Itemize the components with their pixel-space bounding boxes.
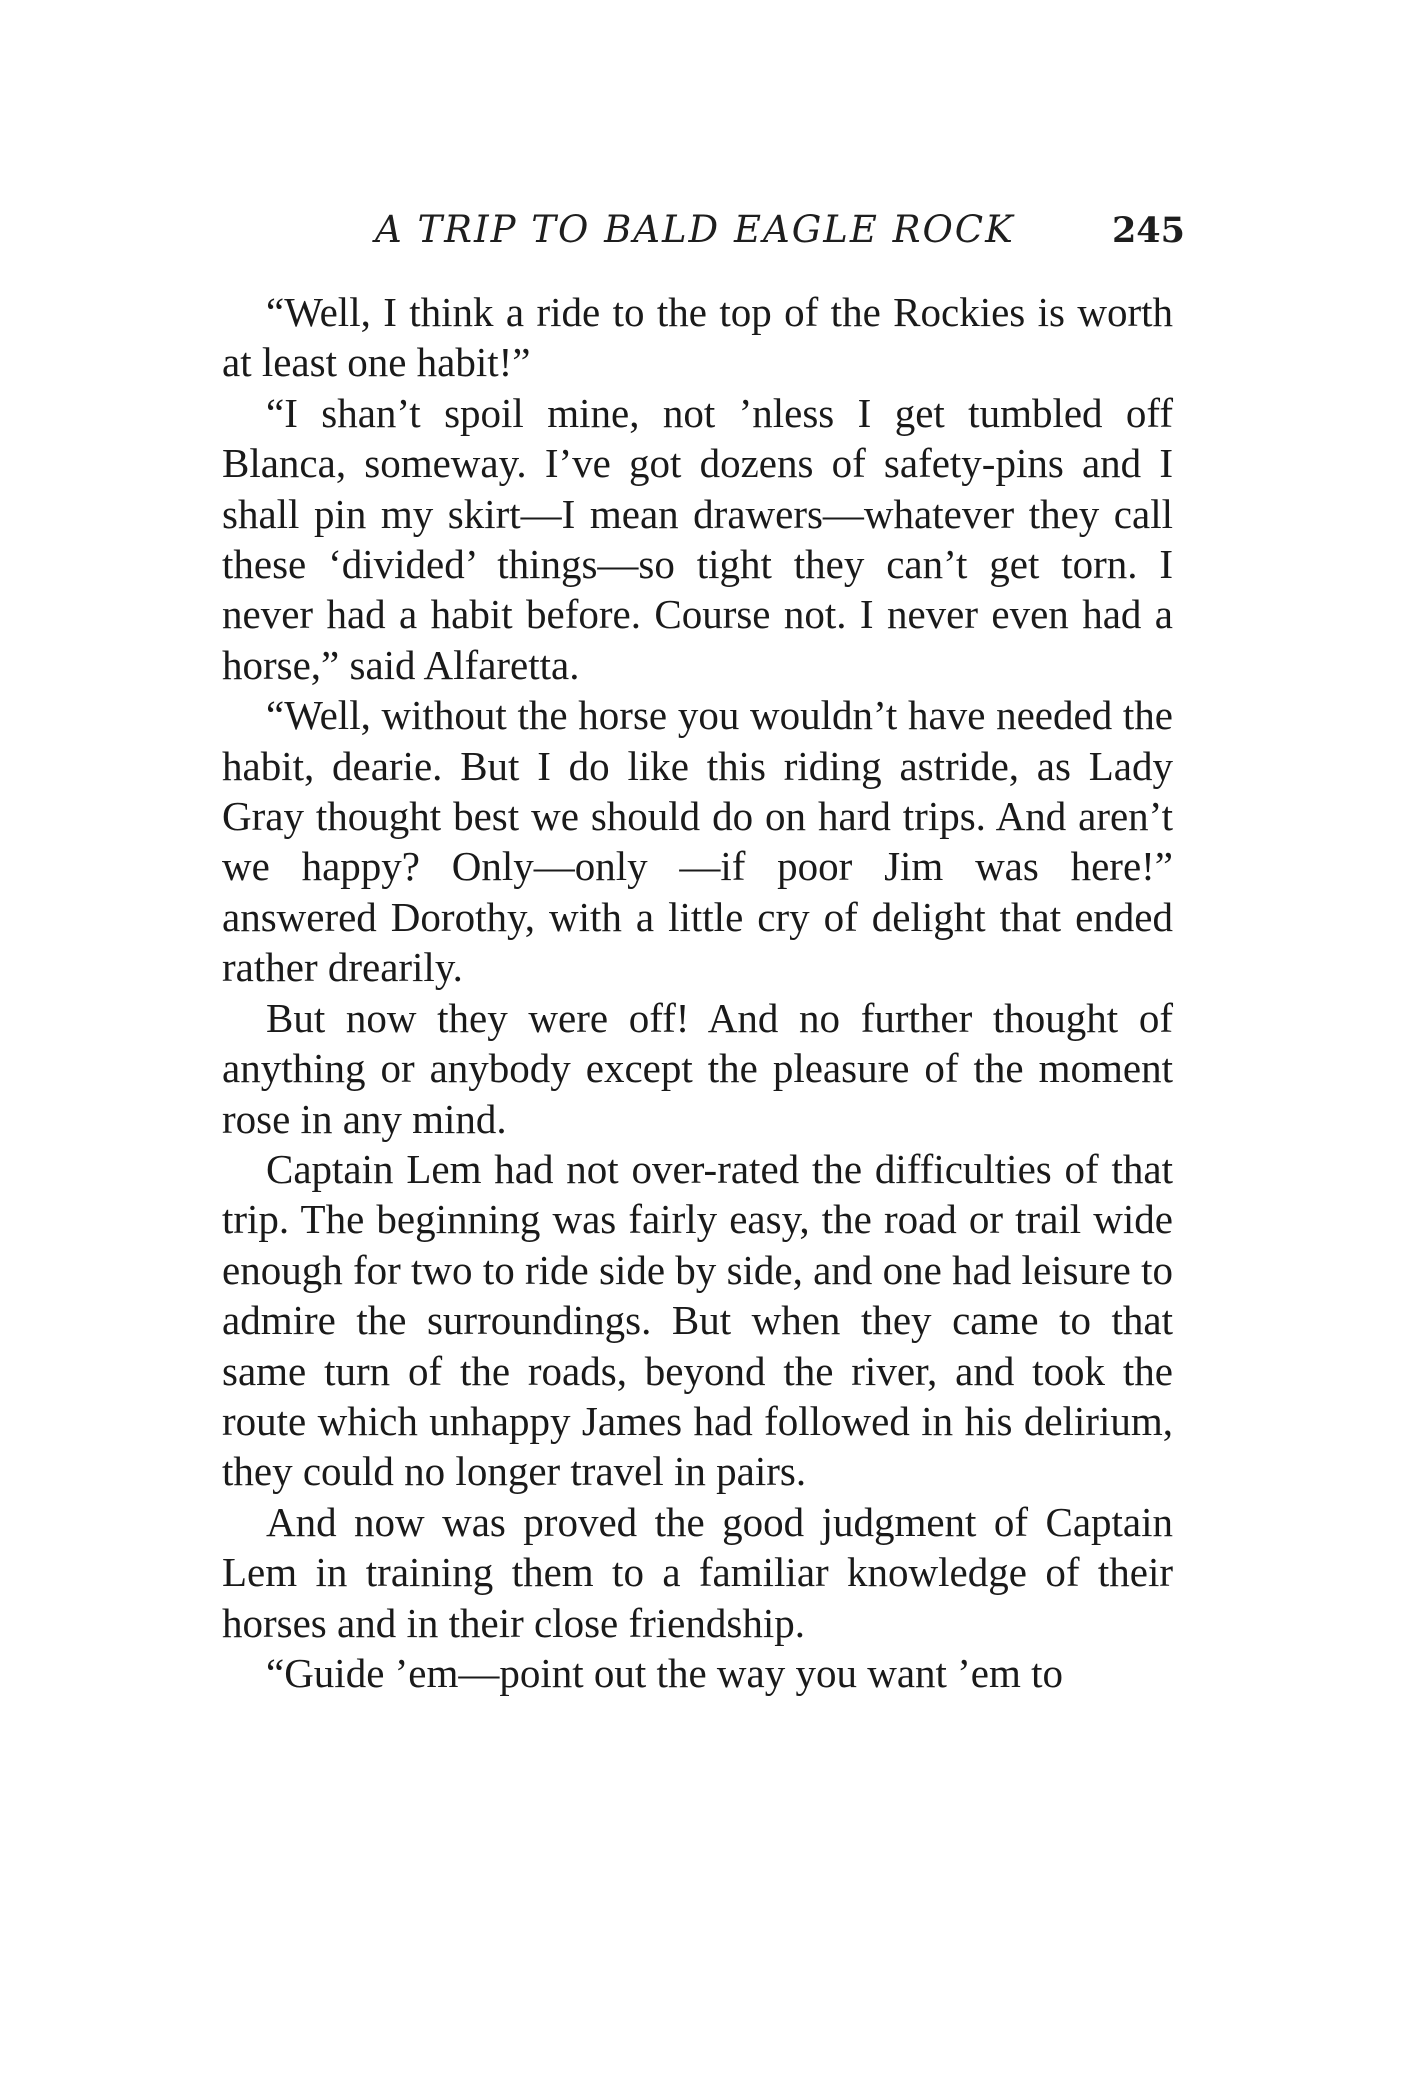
paragraph-5: Captain Lem had not over-rated the difficulties of that trip. The beginning was fairly easy, the road or trail wide enough for two to ride side by side, and one had leisure to admire the surroundings. But when they came to that same turn of the roads, beyond the river, and took the route which unhappy James had followed in his delirium, they could no longer travel in pairs.	[222, 1145, 1173, 1495]
body-text	[222, 287, 1173, 1698]
running-title: A TRIP TO BALD EAGLE ROCK	[375, 208, 1015, 251]
paragraph-7: “Guide ’em—point out the way you want ’em to	[266, 1649, 1064, 1696]
paragraph-6: And now was proved the good judgment of Captain Lem in training them to a familiar knowledge of their horses and in their close friendship.	[222, 1498, 1173, 1646]
paragraph-1: “Well, I think a ride to the top of the Rockies is worth at least one habit!”	[222, 289, 1173, 386]
page-header	[225, 208, 1185, 258]
paragraph-4: But now they were off! And no further thought of anything or anybody except the pleasure of the moment rose in any mind.	[222, 994, 1173, 1142]
paragraph-2: “I shan’t spoil mine, not ’nless I get tumbled off Blanca, someway. I’ve got dozens of safety-pins and I shall pin my skirt—I mean drawers—whatever they call these ‘divided’ things—so tight they can’t get torn. I never had a habit before. Course not. I never even had a horse,” said Alfaretta.	[222, 389, 1173, 688]
paragraph-3: “Well, without the horse you wouldn’t have needed the habit, dearie. But I do like this riding astride, as Lady Gray thought best we should do on hard trips. And aren’t we happy? Only—only —if poor Jim was here!” answered Dorothy, with a little cry of delight that ended rather drearily.	[222, 692, 1173, 991]
page-number: 245	[1111, 210, 1185, 251]
